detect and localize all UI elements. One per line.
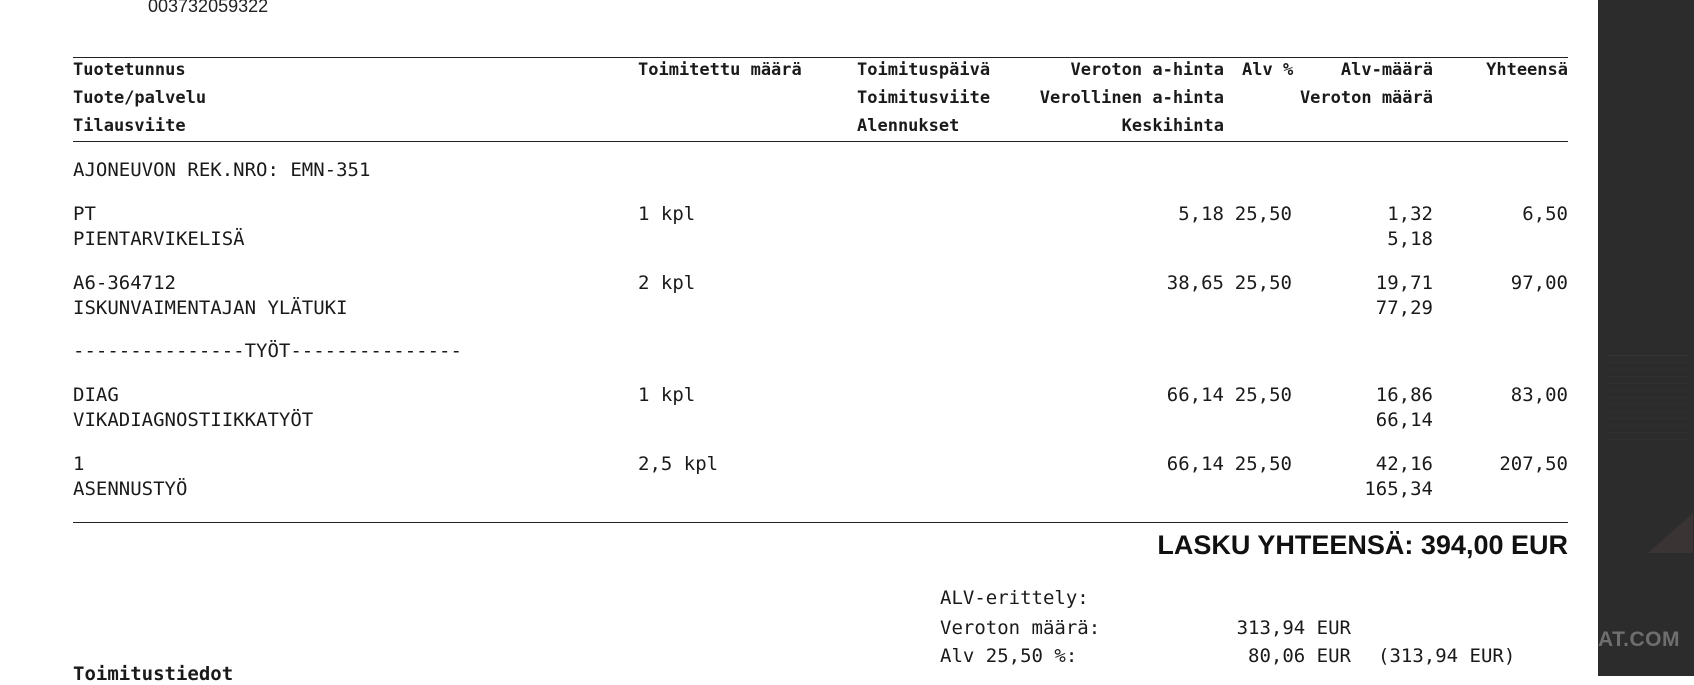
table-row-code: 1 (73, 453, 85, 475)
table-row-qty: 1 kpl (638, 384, 696, 406)
vat-base-value: (313,94 EUR) (1378, 645, 1516, 667)
header-discounts: Alennukset (857, 116, 960, 136)
faded-thumbnail (1608, 355, 1688, 446)
table-row-name: VIKADIAGNOSTIIKKATYÖT (73, 409, 314, 431)
table-row-net-amount: 165,34 (1364, 478, 1433, 500)
table-row-net-amount: 5,18 (1387, 228, 1433, 250)
document-number: 003732059322 (148, 0, 269, 16)
table-row-vat-pct: 25,50 (1234, 272, 1292, 294)
table-bottom-rule (73, 522, 1568, 523)
table-row-vat-amount: 42,16 (1375, 453, 1433, 475)
vehicle-registration-line: AJONEUVON REK.NRO: EMN-351 (73, 159, 371, 181)
faded-logo-shape (1648, 513, 1693, 553)
table-row-vat-pct: 25,50 (1234, 384, 1292, 406)
header-col-vat-amount (1300, 56, 1433, 112)
vat-net-label: Veroton määrä: (940, 617, 1101, 639)
delivery-info-heading: Toimitustiedot (73, 663, 234, 685)
header-total: Yhteensä (1486, 60, 1568, 80)
table-row-total: 207,50 (1499, 453, 1568, 475)
table-row-code: PT (73, 203, 96, 225)
table-row-vat-amount: 19,71 (1375, 272, 1433, 294)
header-delivery-ref: Toimitusviite (857, 88, 991, 108)
table-row-unit-price: 5,18 (1178, 203, 1224, 225)
header-delivery-date: Toimituspäivä (857, 60, 991, 80)
header-col-unit-price (1040, 56, 1224, 140)
dark-side-panel (1598, 0, 1694, 676)
table-row-vat-pct: 25,50 (1234, 203, 1292, 225)
table-row-unit-price: 66,14 (1166, 453, 1224, 475)
header-col-total (1486, 56, 1568, 84)
header-average-price: Keskihinta (1121, 116, 1224, 136)
header-vat-percent: Alv % (1242, 60, 1294, 80)
header-product-name: Tuote/palvelu (73, 88, 207, 108)
header-product-code: Tuotetunnus (73, 60, 186, 80)
table-row-unit-price: 66,14 (1166, 384, 1224, 406)
table-row-total: 6,50 (1522, 203, 1568, 225)
table-row-vat-amount: 1,32 (1387, 203, 1433, 225)
header-net-unit-price: Veroton a-hinta (1070, 60, 1224, 80)
table-row-vat-pct: 25,50 (1234, 453, 1292, 475)
vat-rate-value: 80,06 EUR (1248, 645, 1351, 667)
vat-rate-label: Alv 25,50 %: (940, 645, 1078, 667)
table-row-net-amount: 77,29 (1375, 297, 1433, 319)
header-order-ref: Tilausviite (73, 116, 186, 136)
header-col-delivery (857, 56, 990, 140)
table-row-total: 83,00 (1510, 384, 1568, 406)
table-row-vat-amount: 16,86 (1375, 384, 1433, 406)
table-row-name: PIENTARVIKELISÄ (73, 228, 245, 250)
header-delivered-qty: Toimitettu määrä (638, 60, 802, 80)
header-col-product (73, 56, 206, 140)
header-bottom-rule (73, 141, 1568, 142)
header-col-quantity (638, 56, 802, 84)
table-row-qty: 2,5 kpl (638, 453, 719, 475)
watermark-text: AT.COM (1598, 628, 1680, 651)
table-row-name: ASENNUSTYÖ (73, 478, 188, 500)
table-row-total: 97,00 (1510, 272, 1568, 294)
table-row-name: ISKUNVAIMENTAJAN YLÄTUKI (73, 297, 348, 319)
header-vat-amount: Alv-määrä (1340, 60, 1433, 80)
table-row-code: DIAG (73, 384, 119, 406)
table-row-qty: 1 kpl (638, 203, 696, 225)
table-row-net-amount: 66,14 (1375, 409, 1433, 431)
table-row-unit-price: 38,65 (1166, 272, 1224, 294)
vat-net-value: 313,94 EUR (1236, 617, 1351, 639)
invoice-total: LASKU YHTEENSÄ: 394,00 EUR (1157, 530, 1568, 560)
vat-breakdown-title: ALV-erittely: (940, 587, 1089, 609)
header-gross-unit-price: Verollinen a-hinta (1039, 88, 1224, 108)
header-col-vat-pct (1242, 56, 1293, 84)
table-row-qty: 2 kpl (638, 272, 696, 294)
work-section-separator: ---------------TYÖT--------------- (73, 340, 462, 362)
header-net-amount: Veroton määrä (1299, 88, 1433, 108)
table-row-code: A6-364712 (73, 272, 176, 294)
